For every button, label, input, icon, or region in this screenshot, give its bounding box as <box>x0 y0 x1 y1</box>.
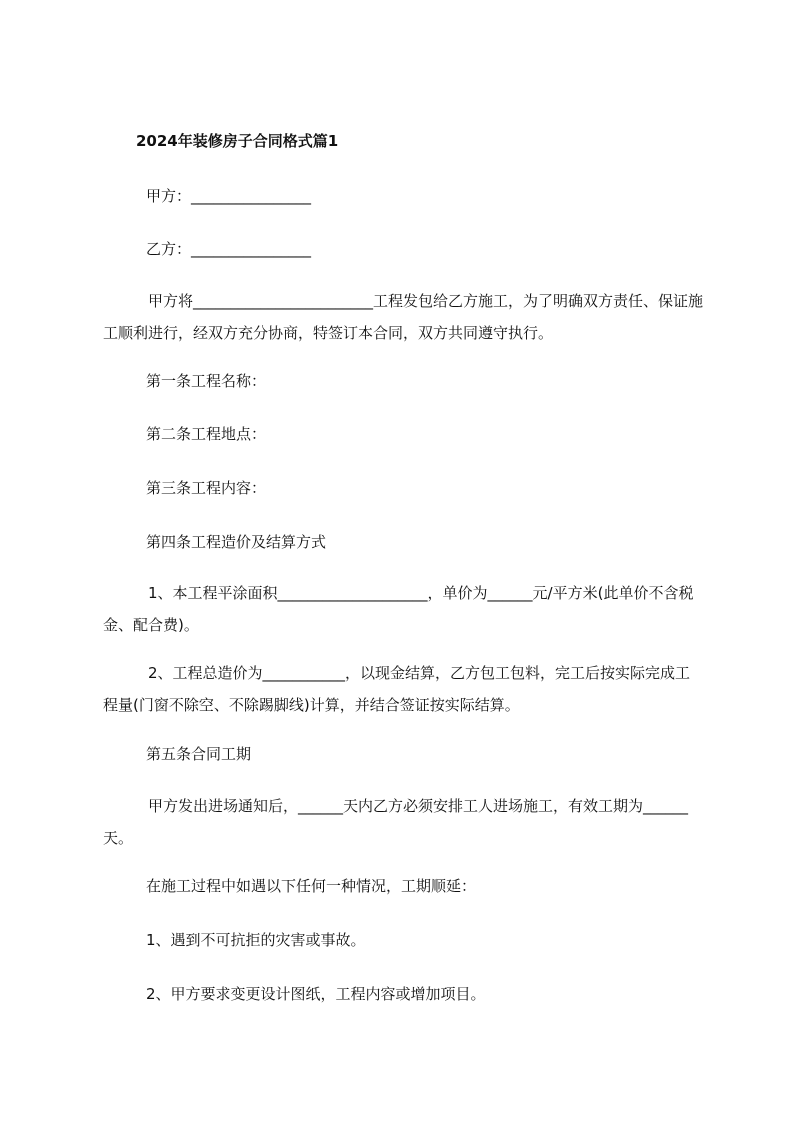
article-4-heading: 第四条工程造价及结算方式 <box>146 533 327 551</box>
article-1-heading: 第一条工程名称： <box>146 372 267 390</box>
document-title: 2024年装修房子合同格式篇1 <box>136 132 339 150</box>
article-3-heading: 第三条工程内容： <box>146 479 267 497</box>
delay-item-2: 2、甲方要求变更设计图纸，工程内容或增加项目。 <box>146 985 486 1003</box>
article-4-item-1: 1、本工程平涂面积____________________，单价为______元/平方米(此单价不含税金、配合费)。 <box>103 584 694 634</box>
intro-paragraph: 甲方将________________________工程发包给乙方施工，为了明确双方责任、保证施工顺利进行，经双方充分协商，特签订本合同，双方共同遵守执行。 <box>103 292 704 342</box>
party-b-line: 乙方：________________ <box>146 240 312 258</box>
article-2-heading: 第二条工程地点： <box>146 425 267 443</box>
article-5-heading: 第五条合同工期 <box>146 745 252 763</box>
article-5-item-1: 甲方发出进场通知后，______天内乙方必须安排工人进场施工，有效工期为______天。 <box>103 797 689 847</box>
party-a-line: 甲方：________________ <box>146 187 312 205</box>
delay-item-1: 1、遇到不可抗拒的灾害或事故。 <box>146 931 366 949</box>
delay-intro: 在施工过程中如遇以下任何一种情况，工期顺延： <box>146 877 477 895</box>
article-4-item-2: 2、工程总造价为___________，以现金结算，乙方包工包料，完工后按实际完成工程量(门窗不除空、不除踢脚线)计算，并结合签证按实际结算。 <box>103 664 691 714</box>
